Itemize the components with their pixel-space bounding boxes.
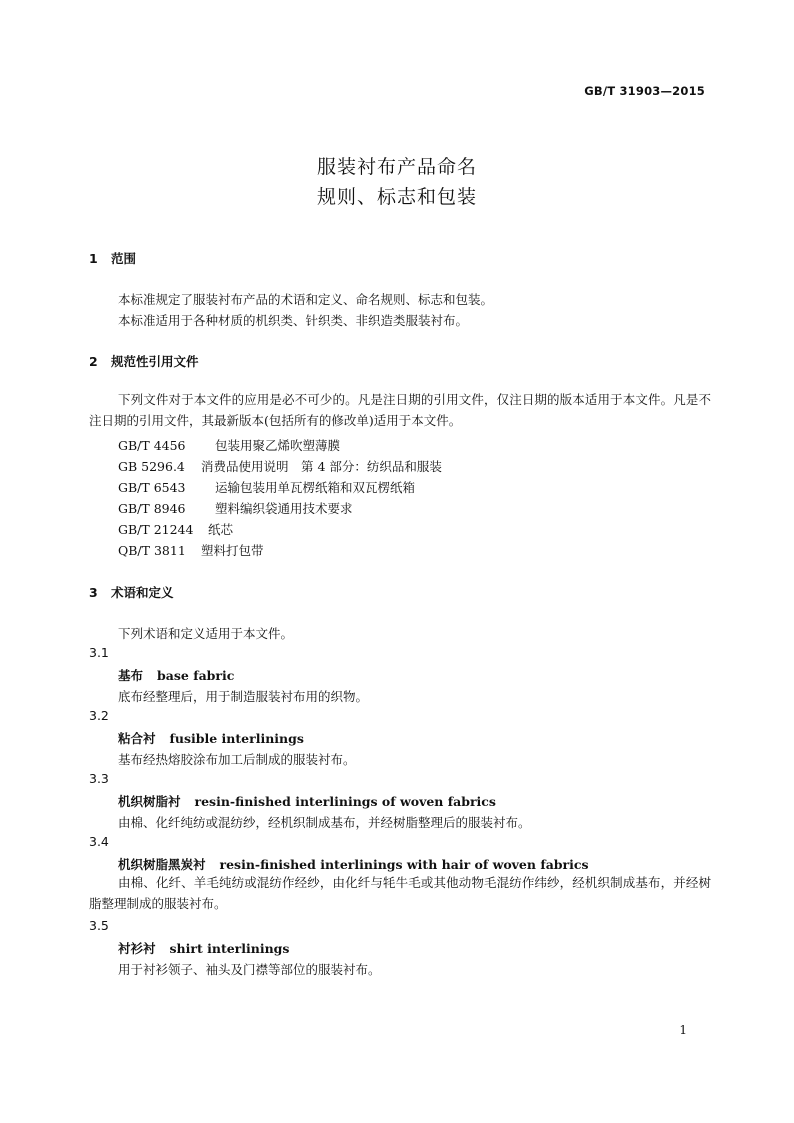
reference-item: [118, 520, 233, 538]
clause-number: 3.5: [89, 918, 109, 933]
section-number: 3: [89, 585, 98, 600]
section-title: 术语和定义: [111, 585, 174, 600]
term-heading: [118, 792, 496, 810]
reference-code: GB 5296.4: [118, 459, 185, 474]
section-heading-normative-references: [89, 352, 199, 370]
reference-item: [118, 499, 353, 517]
reference-item: [118, 436, 340, 454]
term-definition: 由棉、化纤、羊毛纯纺或混纺作经纱，由化纤与牦牛毛或其他动物毛混纺作纬纱，经机织制成基布，并经树脂整理制成的服装衬布。: [89, 875, 711, 911]
term-definition: 基布经热熔胶涂布加工后制成的服装衬布。: [118, 752, 356, 767]
section-title: 规范性引用文件: [111, 354, 199, 369]
section-heading-scope: [89, 249, 136, 267]
reference-title: 消费品使用说明 第 4 部分：纺织品和服装: [201, 459, 442, 474]
term-zh: 基布: [118, 668, 144, 683]
term-zh: 衬衫衬: [118, 941, 156, 956]
clause-number: 3.2: [89, 708, 109, 723]
reference-code: QB/T 3811: [118, 543, 186, 558]
reference-title: 包装用聚乙烯吹塑薄膜: [215, 438, 341, 453]
reference-title: 运输包装用单瓦楞纸箱和双瓦楞纸箱: [215, 480, 416, 495]
document-title-line1: 服装衬布产品命名: [316, 156, 477, 178]
term-en: shirt interlinings: [169, 941, 290, 956]
term-definition: 由棉、化纤纯纺或混纺纱，经机织制成基布，并经树脂整理后的服装衬布。: [118, 815, 531, 830]
term-heading: [118, 729, 304, 747]
scope-paragraph-2: 本标准适用于各种材质的机织类、针织类、非织造类服装衬布。: [118, 313, 469, 328]
term-definition: 底布经整理后，用于制造服装衬布用的织物。: [118, 689, 369, 704]
standard-code: GB/T 31903—2015: [584, 84, 705, 98]
term-zh: 粘合衬: [118, 731, 156, 746]
reference-item: [118, 541, 264, 559]
scope-paragraph-1: 本标准规定了服装衬布产品的术语和定义、命名规则、标志和包装。: [118, 292, 494, 307]
reference-title: 纸芯: [208, 522, 234, 537]
section-number: 1: [89, 251, 98, 266]
clause-number: 3.1: [89, 645, 109, 660]
clause-number: 3.3: [89, 771, 109, 786]
term-en: fusible interlinings: [169, 731, 304, 746]
term-en: base fabric: [157, 668, 235, 683]
section-title: 范围: [111, 251, 137, 266]
references-intro-paragraph: 下列文件对于本文件的应用是必不可少的。凡是注日期的引用文件，仅注日期的版本适用于本文件。凡是不注日期的引用文件，其最新版本(包括所有的修改单)适用于本文件。: [89, 392, 711, 428]
reference-code: GB/T 6543: [118, 480, 186, 495]
term-zh: 机织树脂衬: [118, 794, 181, 809]
reference-title: 塑料编织袋通用技术要求: [215, 501, 353, 516]
term-heading: [118, 939, 289, 957]
term-heading: [118, 666, 234, 684]
term-en: resin-finished interlinings of woven fabrics: [194, 794, 496, 809]
term-heading: [118, 855, 589, 873]
reference-item: [118, 457, 442, 475]
term-definition: 用于衬衫领子、袖头及门襟等部位的服装衬布。: [118, 962, 381, 977]
term-zh: 机织树脂黑炭衬: [118, 857, 206, 872]
section-heading-terms-definitions: [89, 583, 174, 601]
term-en: resin-finished interlinings with hair of woven fabrics: [219, 857, 589, 872]
reference-item: [118, 478, 415, 496]
reference-code: GB/T 21244: [118, 522, 194, 537]
document-title-line2: 规则、标志和包装: [316, 186, 477, 208]
page-number: 1: [679, 1023, 687, 1037]
reference-title: 塑料打包带: [201, 543, 264, 558]
section-number: 2: [89, 354, 98, 369]
clause-number: 3.4: [89, 834, 109, 849]
reference-code: GB/T 8946: [118, 501, 186, 516]
reference-code: GB/T 4456: [118, 438, 186, 453]
terms-intro-paragraph: 下列术语和定义适用于本文件。: [118, 626, 294, 641]
